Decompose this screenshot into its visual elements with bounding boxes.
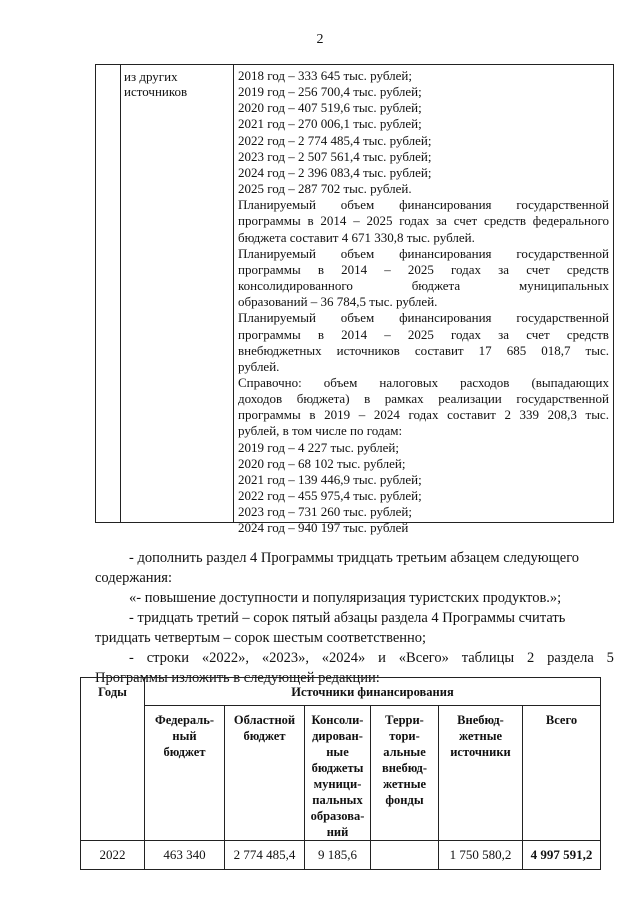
source-label-cell — [120, 65, 234, 522]
consolidated-budgets-header: Консоли- дирован- ные бюджеты муници- пальных образова- ний — [305, 706, 371, 841]
tax-year-line: 2019 год – 4 227 тыс. рублей; — [238, 439, 399, 455]
paragraph-line: содержания: — [95, 570, 173, 586]
federal-paragraph-line: бюджета составит 4 671 330,8 тыс. рублей. — [238, 229, 475, 245]
row-regional: 2 774 485,4 — [225, 841, 305, 870]
offbudget-paragraph-line: рублей. — [238, 358, 280, 374]
reference-paragraph-line: доходов бюджета) в рамках реализации государственной — [238, 391, 609, 407]
year-amount-line: 2021 год – 270 006,1 тыс. рублей; — [238, 116, 422, 132]
row-territorial — [371, 841, 439, 870]
tax-year-line: 2020 год – 68 102 тыс. рублей; — [238, 455, 406, 471]
year-amount-line: 2020 год – 407 519,6 тыс. рублей; — [238, 100, 422, 116]
source-label-line: источников — [124, 84, 188, 99]
tax-year-line: 2023 год – 731 260 тыс. рублей; — [238, 504, 412, 520]
consolidated-paragraph-line: консолидированного бюджета муниципальных — [238, 278, 609, 294]
table-row — [81, 841, 601, 870]
row-year: 2022 — [81, 841, 145, 870]
federal-budget-header: Федераль- ный бюджет — [145, 706, 225, 841]
row-federal: 463 340 — [145, 841, 225, 870]
federal-paragraph-line: Планируемый объем финансирования государственной — [238, 197, 609, 213]
offbudget-sources-header: Внебюд- жетные источники — [439, 706, 523, 841]
financing-sources-table — [80, 677, 601, 870]
table-index-column — [96, 65, 121, 522]
offbudget-paragraph-line: программы в 2014 – 2025 годах за счет средств — [238, 326, 609, 342]
years-header: Годы — [81, 678, 145, 841]
source-details-cell — [234, 65, 613, 536]
year-amount-line: 2019 год – 256 700,4 тыс. рублей; — [238, 84, 422, 100]
paragraph-line: - дополнить раздел 4 Программы тридцать третьим абзацем следующего — [129, 550, 580, 566]
amendment-quote — [95, 588, 614, 608]
reference-paragraph-line: рублей, в том числе по годам: — [238, 423, 403, 439]
total-header: Всего — [523, 706, 601, 841]
year-amount-line: 2018 год – 333 645 тыс. рублей; — [238, 68, 412, 83]
paragraph-line: тридцать четвертым – сорок шестым соответственно; — [95, 630, 427, 646]
year-amount-line: 2024 год – 2 396 083,4 тыс. рублей; — [238, 164, 432, 180]
row-consolidated: 9 185,6 — [305, 841, 371, 870]
paragraph-line: - тридцать третий – сорок пятый абзацы раздела 4 Программы считать — [129, 610, 566, 626]
consolidated-paragraph-line: образований – 36 784,5 тыс. рублей. — [238, 294, 438, 310]
amendment-paragraph-1 — [95, 548, 614, 588]
paragraph-line: Программы изложить в следующей редакции: — [95, 670, 380, 686]
source-label-line: из других — [124, 69, 178, 84]
consolidated-paragraph-line: программы в 2014 – 2025 годах за счет средств — [238, 261, 609, 277]
year-amount-line: 2023 год – 2 507 561,4 тыс. рублей; — [238, 148, 432, 164]
year-amount-line: 2022 год – 2 774 485,4 тыс. рублей; — [238, 132, 432, 148]
row-offbudget: 1 750 580,2 — [439, 841, 523, 870]
reference-paragraph-line: Справочно: объем налоговых расходов (выпадающих — [238, 374, 609, 390]
territorial-funds-header: Терри- тори- альные внебюд- жетные фонды — [371, 706, 439, 841]
offbudget-paragraph-line: внебюджетных источников составит 17 685 018,7 тыс. — [238, 342, 609, 358]
tax-year-line: 2021 год – 139 446,9 тыс. рублей; — [238, 471, 422, 487]
offbudget-paragraph-line: Планируемый объем финансирования государственной — [238, 310, 609, 326]
year-amount-line: 2025 год – 287 702 тыс. рублей. — [238, 181, 412, 197]
federal-paragraph-line: программы в 2014 – 2025 годах за счет средств федерального — [238, 213, 609, 229]
page-number: 2 — [316, 32, 324, 47]
paragraph-line: - строки «2022», «2023», «2024» и «Всего» таблицы 2 раздела 5 — [129, 650, 614, 666]
paragraph-line: «- повышение доступности и популяризация туристских продуктов.»; — [129, 590, 562, 606]
tax-year-line: 2024 год – 940 197 тыс. рублей — [238, 520, 409, 536]
reference-paragraph-line: программы в 2019 – 2024 годах составит 2 339 208,3 тыс. — [238, 407, 609, 423]
tax-year-line: 2022 год – 455 975,4 тыс. рублей; — [238, 488, 422, 504]
row-total: 4 997 591,2 — [523, 841, 601, 870]
program-financing-table — [95, 64, 614, 536]
consolidated-paragraph-line: Планируемый объем финансирования государственной — [238, 245, 609, 261]
regional-budget-header: Областной бюджет — [225, 706, 305, 841]
sources-header: Источники финансирования — [145, 678, 601, 706]
